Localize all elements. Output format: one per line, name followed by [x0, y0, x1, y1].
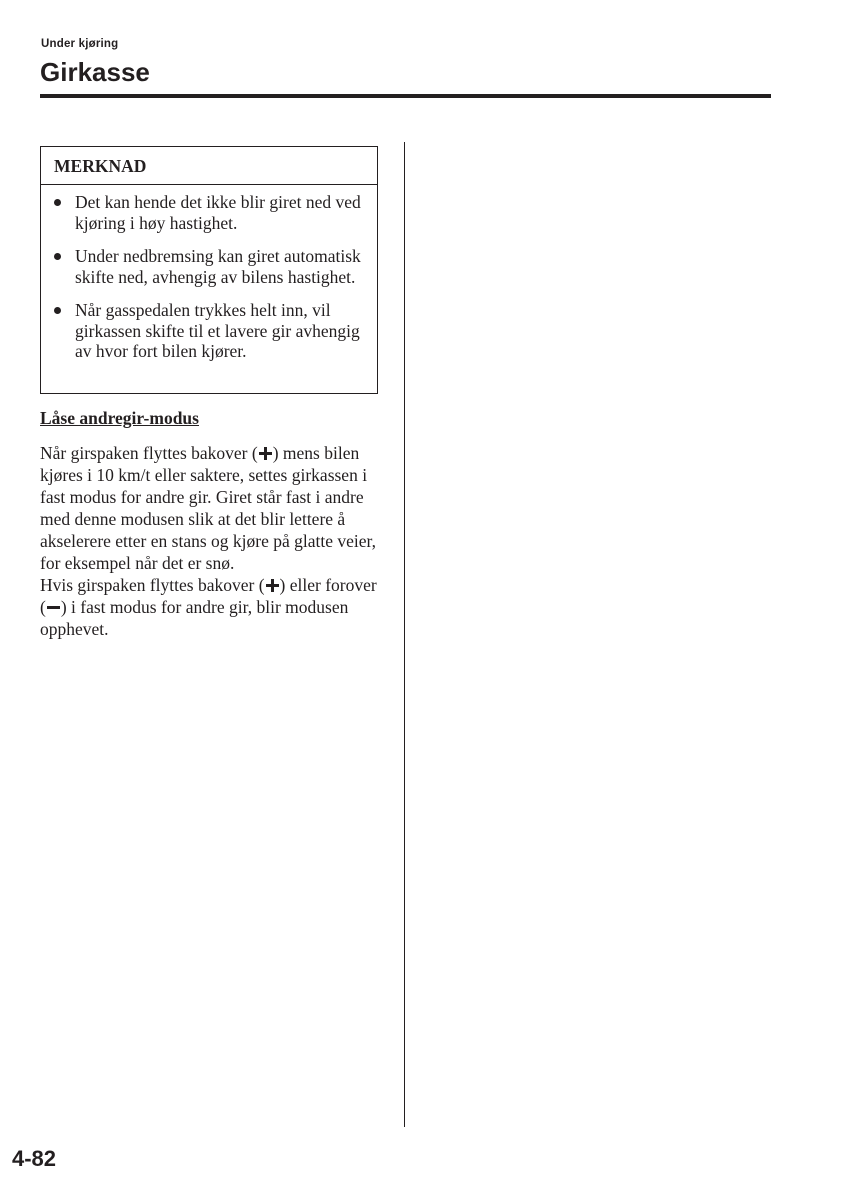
- page-number: 4-82: [12, 1146, 57, 1171]
- section-heading: Låse andregir-modus: [40, 408, 199, 428]
- title-divider: [40, 94, 771, 98]
- bullet-icon: [54, 199, 61, 206]
- section-label: Under kjøring: [41, 38, 119, 50]
- note-item: [54, 246, 367, 287]
- note-heading: MERKNAD: [41, 147, 377, 185]
- plus-icon: [266, 579, 279, 592]
- paragraph-2-end: ) i fast modus for andre gir, blir modusen opphevet.: [40, 597, 349, 639]
- section-body: [40, 442, 382, 640]
- paragraph-2-start: Hvis girspaken flyttes bakover (: [40, 575, 265, 595]
- bullet-icon: [54, 307, 61, 314]
- note-item-text: Under nedbremsing kan giret automatisk skifte ned, avhengig av bilens hastighet.: [75, 246, 361, 287]
- paragraph-1-start: Når girspaken flyttes bakover (: [40, 443, 258, 463]
- note-item-text: Det kan hende det ikke blir giret ned ved kjøring i høy hastighet.: [75, 192, 361, 233]
- plus-icon: [259, 447, 272, 460]
- note-list: [41, 185, 377, 362]
- minus-icon: [47, 601, 60, 614]
- note-item-text: Når gasspedalen trykkes helt inn, vil girkassen skifte til et lavere gir avhengig av hvor fort bilen kjører.: [75, 300, 360, 361]
- page-title: Girkasse: [40, 57, 150, 87]
- paragraph-2: [40, 574, 382, 640]
- note-item: [54, 300, 367, 362]
- paragraph-1: [40, 442, 382, 574]
- column-divider: [404, 142, 405, 1127]
- paragraph-2-middle: ) eller forover (: [40, 575, 377, 617]
- bullet-icon: [54, 253, 61, 260]
- note-item: [54, 192, 367, 233]
- paragraph-1-end: ) mens bilen kjøres i 10 km/t eller saktere, settes girkassen i fast modus for andre gir. Giret står fast i andre med denne modusen slik at det blir lettere å akselerere etter en stans og kjøre på glatte veier, for eksempel når det er snø.: [40, 443, 377, 573]
- note-box: [40, 146, 378, 394]
